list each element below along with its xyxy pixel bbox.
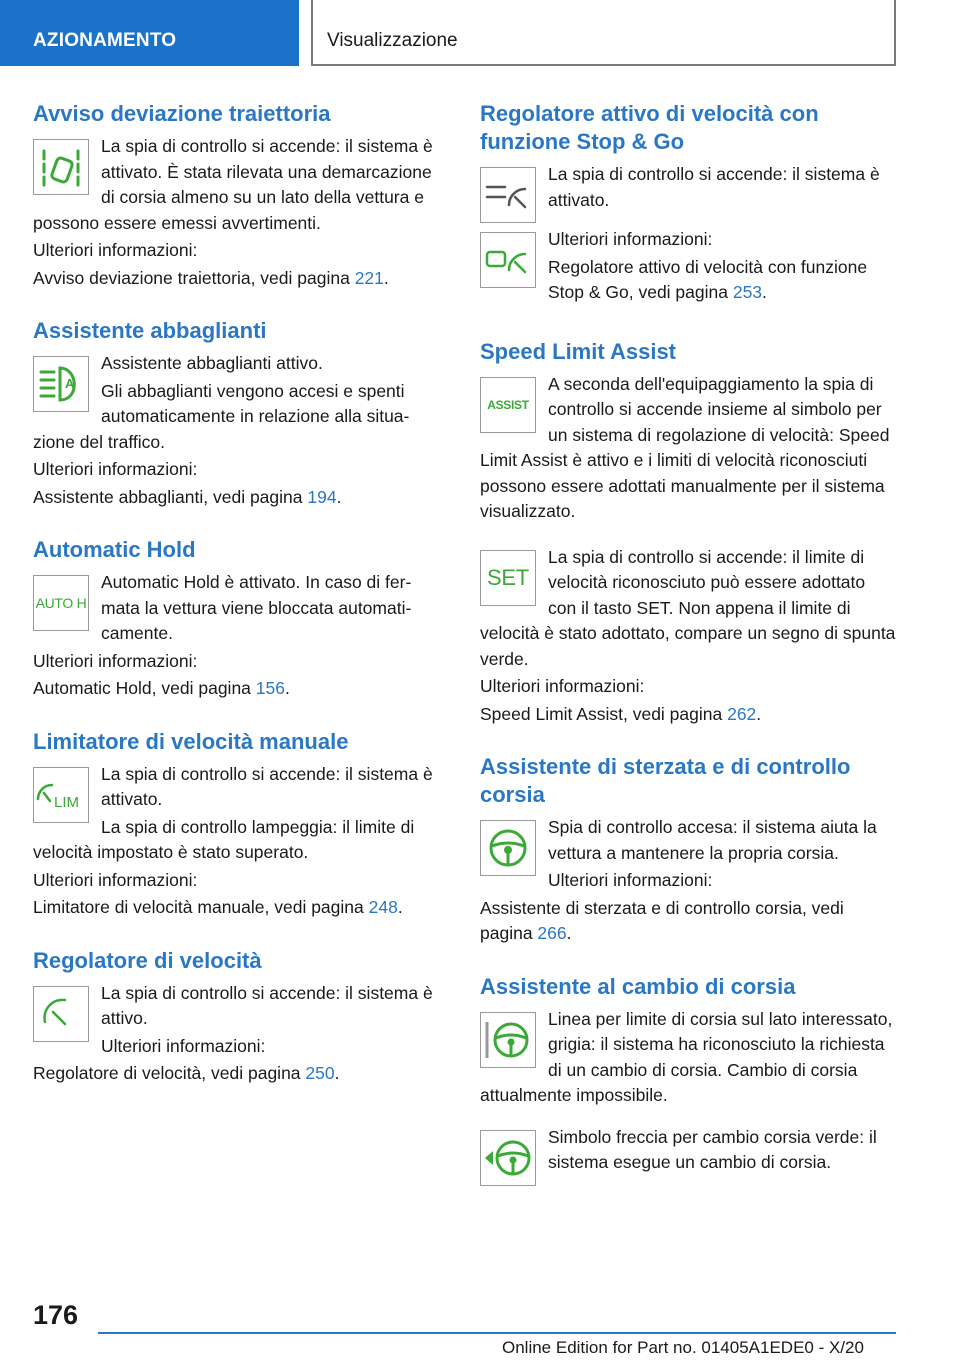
description: La spia di controllo si accende: il sistema è attivo. (101, 982, 433, 1028)
section-cruise-control (33, 947, 443, 1087)
description: Assistente abbaglianti attivo. (101, 353, 323, 373)
svg-text:A: A (65, 376, 75, 391)
description: Spia di controllo accesa: il sistema aiuta la vettura a mantenere la propria corsia. (548, 817, 877, 863)
more-info-label: Ulteriori informazioni: (548, 229, 713, 249)
page-reference: Regolatore di velocità, vedi pagina 250. (33, 1063, 340, 1083)
page-reference: Assistente abbaglianti, vedi pagina 194. (33, 486, 342, 507)
high-beam-icon (33, 356, 89, 412)
description: A seconda dell'equipaggiamento la spia di controllo si accende insieme al simbolo per un sistema di regolazione di velocità: Speed Limit Assist è attivo e i limiti di velocità riconosciuti possono essere adottati manualmente per il sistema visualizzato. (480, 373, 890, 521)
section-title: Assistente di sterzata e di controllo corsia (480, 754, 851, 807)
page-link[interactable]: 156 (255, 678, 285, 698)
set-icon: SET (480, 550, 536, 606)
description: Simbolo freccia per cambio corsia verde: il sistema esegue un cambio di corsia. (548, 1126, 877, 1172)
page-link[interactable]: 266 (537, 923, 567, 943)
description: La spia di controllo si accende: il sistema è attivato. (101, 763, 433, 809)
section-title: Assistente abbaglianti (33, 318, 267, 343)
assist-icon: ASSIST (480, 377, 536, 433)
page-number: 176 (33, 1300, 79, 1330)
more-info-label: Ulteriori informazioni: (548, 870, 713, 890)
more-info-label: Ulteriori informazioni: (33, 650, 198, 671)
description: La spia di controllo si accende: il limite di velocità riconosciuto può essere adottato con il tasto SET. Non appena il limite di velocità è stato adottato, compare un segno di spunta verde. (480, 546, 896, 669)
page-reference: Assistente di sterzata e di controllo corsia, vedi pagina 266. (480, 897, 844, 943)
section-title: Speed Limit Assist (480, 338, 677, 364)
auto-hold-icon: AUTO H (33, 575, 89, 631)
description: La spia di controllo si accende: il sistema è attivato. È stata rilevata una demarcazione di corsia almeno su un lato della vettura e possono essere emessi avvertimenti. (33, 136, 433, 233)
description: Automatic Hold è attivato. In caso di fermata la vettura viene bloccata automaticamente. (101, 572, 412, 643)
description: Linea per limite di corsia sul lato interessato, grigia: il sistema ha riconosciuto la richiesta di un cambio di corsia. Cambio di corsia attualmente impossibile. (480, 1008, 893, 1105)
section-title: Limitatore di velocità manuale (33, 728, 349, 754)
speed-limiter-icon (33, 767, 89, 823)
section-title: Assistente al cambio di corsia (480, 973, 796, 999)
page-reference: Automatic Hold, vedi pagina 156. (33, 678, 290, 698)
footer-divider (98, 1332, 896, 1334)
page-header (0, 0, 960, 66)
steering-wheel-icon (480, 820, 536, 876)
section-title: Automatic Hold (33, 537, 196, 562)
section-automatic-hold (33, 536, 443, 702)
section-active-cruise-stop-go (480, 100, 896, 312)
section-high-beam-assistant (33, 317, 443, 510)
section-tab: AZIONAMENTO (0, 0, 299, 66)
description: La spia di controllo lampeggia: il limite di velocità impostato è stato superato. (33, 816, 415, 862)
page-link[interactable]: 194 (307, 486, 337, 507)
more-info-label: Ulteriori informazioni: (480, 676, 645, 696)
section-title: Regolatore di velocità (33, 947, 262, 973)
section-title: Regolatore attivo di velocità con funzione Stop & Go (480, 101, 819, 154)
acc-vehicle-icon (480, 232, 536, 288)
more-info-label: Ulteriori informazioni: (101, 1035, 266, 1056)
page-link[interactable]: 262 (727, 703, 757, 724)
description: La spia di controllo si accende: il sistema è attivato. (548, 164, 880, 210)
section-lane-change-assistant (480, 973, 896, 1190)
speed-limiter-icon-label: LIM (54, 793, 80, 811)
right-column (480, 100, 896, 1216)
lane-change-gray-icon (480, 1012, 536, 1068)
left-column (33, 100, 443, 1113)
section-steering-lane-control (480, 753, 896, 947)
acc-icon (480, 167, 536, 223)
more-info-label: Ulteriori informazioni: (33, 240, 198, 260)
page-reference: Speed Limit Assist, vedi pagina 262. (480, 703, 762, 724)
page-reference: Regolatore attivo di velocità con funzione Stop & Go, vedi pagina 253. (548, 256, 868, 302)
page-reference: Limitatore di velocità manuale, vedi pagina 248. (33, 897, 403, 917)
more-info-label: Ulteriori informazioni: (33, 869, 198, 890)
description: Gli abbaglianti vengono accesi e spenti automaticamente in relazione alla situazione del traffico. (33, 380, 410, 452)
page-link[interactable]: 248 (368, 897, 398, 917)
section-speed-limit-assist (480, 338, 896, 728)
section-title: Avviso deviazione traiettoria (33, 101, 331, 126)
page-link[interactable]: 253 (732, 282, 763, 302)
lane-change-arrow-icon (480, 1130, 536, 1186)
edition-text: Online Edition for Part no. 01405A1EDE0 - X/20 (502, 1338, 864, 1357)
chapter-title: Visualizzazione (311, 0, 896, 66)
lane-departure-icon (33, 139, 89, 195)
more-info-label: Ulteriori informazioni: (33, 459, 198, 479)
cruise-control-icon (33, 986, 89, 1042)
page-link[interactable]: 250 (305, 1063, 335, 1083)
section-manual-speed-limiter (33, 728, 443, 921)
page-link[interactable]: 221 (354, 267, 384, 288)
section-lane-departure (33, 100, 443, 291)
page-reference: Avviso deviazione traiettoria, vedi pagina 221. (33, 267, 389, 288)
